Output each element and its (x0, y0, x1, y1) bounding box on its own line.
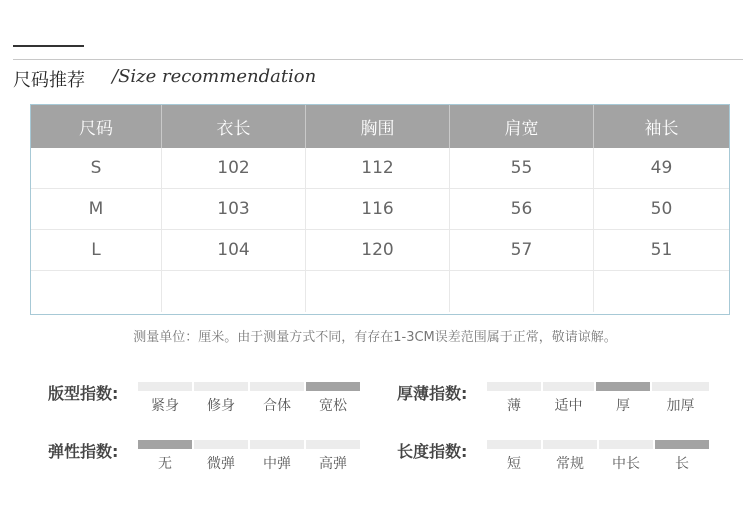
length-index-label: 长度指数: (397, 442, 468, 461)
fit-index-bar-0 (138, 382, 192, 391)
table-header-row (31, 105, 729, 148)
length-index-bar-2 (599, 440, 653, 449)
column-header-sleeve: 袖长 (644, 119, 679, 139)
header-divider (13, 59, 743, 60)
table-row (31, 189, 729, 230)
table-row (31, 271, 729, 312)
table-cell: M (31, 189, 162, 229)
thickness-option: 加厚 (666, 398, 695, 414)
table-cell: 50 (650, 199, 673, 219)
thickness-index-bar-0 (487, 382, 541, 391)
elasticity-index-bar-3 (306, 440, 360, 449)
table-row (31, 148, 729, 189)
elasticity-option: 中弹 (263, 456, 291, 472)
thickness-index-bar-2 (596, 382, 650, 391)
fit-index-bar-2 (250, 382, 304, 391)
length-index-bar-3 (655, 440, 709, 449)
fit-option: 宽松 (319, 398, 347, 414)
column-header-chest: 胸围 (306, 105, 450, 148)
fit-option: 紧身 (151, 398, 179, 414)
thickness-option: 厚 (616, 398, 630, 414)
elasticity-option: 高弹 (319, 456, 347, 472)
measurement-note: 测量单位：厘米。由于测量方式不同，有存在1-3CM误差范围属于正常，敬请谅解。 (133, 330, 617, 345)
section-title-en: /Size recommendation (112, 66, 317, 87)
length-option: 短 (507, 456, 521, 472)
length-index-bar-0 (487, 440, 541, 449)
size-table (30, 104, 730, 315)
fit-option: 合体 (263, 398, 291, 414)
thickness-index-label: 厚薄指数: (397, 384, 468, 403)
table-cell (306, 271, 450, 312)
table-cell: 116 (306, 189, 450, 229)
table-cell: 57 (450, 230, 594, 270)
fit-index-label: 版型指数: (48, 384, 119, 403)
table-cell: 112 (306, 148, 450, 188)
elasticity-index-label: 弹性指数: (48, 442, 119, 461)
table-cell (594, 271, 729, 312)
table-cell (31, 271, 162, 312)
column-header-length: 衣长 (162, 105, 306, 148)
table-cell (162, 271, 306, 312)
table-cell: 55 (450, 148, 594, 188)
elasticity-index-bar-2 (250, 440, 304, 449)
table-cell: 120 (306, 230, 450, 270)
header-accent-rule (13, 45, 84, 47)
table-cell: 49 (650, 158, 673, 178)
length-option: 中长 (612, 456, 640, 472)
thickness-index-bar-3 (652, 382, 709, 391)
column-header-shoulder: 肩宽 (450, 105, 594, 148)
thickness-option: 薄 (507, 398, 521, 414)
fit-index-bar-1 (194, 382, 248, 391)
table-cell: 51 (650, 240, 673, 260)
table-cell: 103 (162, 189, 306, 229)
table-cell (450, 271, 594, 312)
table-cell: 102 (162, 148, 306, 188)
table-cell: 104 (162, 230, 306, 270)
table-row (31, 230, 729, 271)
elasticity-index-bar-1 (194, 440, 248, 449)
length-option: 常规 (556, 456, 584, 472)
table-cell: 56 (450, 189, 594, 229)
elasticity-option: 无 (158, 456, 172, 472)
elasticity-index-bar-0 (138, 440, 192, 449)
fit-index-bar-3 (306, 382, 360, 391)
length-index-bar-1 (543, 440, 597, 449)
length-option: 长 (675, 456, 689, 472)
fit-option: 修身 (207, 398, 235, 414)
table-cell: S (31, 148, 162, 188)
column-header-size: 尺码 (31, 105, 162, 148)
section-title-zh: 尺码推荐 (13, 70, 85, 91)
elasticity-option: 微弹 (207, 456, 235, 472)
thickness-index-bar-1 (543, 382, 594, 391)
table-cell: L (31, 230, 162, 270)
thickness-option: 适中 (554, 398, 583, 414)
